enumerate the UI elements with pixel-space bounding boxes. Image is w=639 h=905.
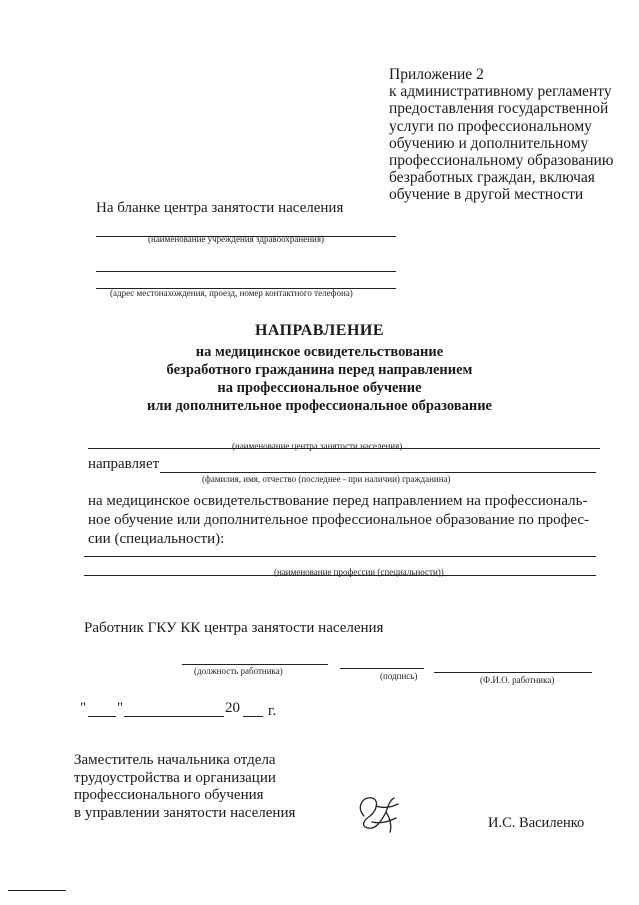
year-line xyxy=(243,716,263,717)
appendix-line: Приложение 2 xyxy=(389,66,484,83)
footnote-separator xyxy=(8,890,66,891)
appendix-block xyxy=(389,66,613,204)
appendix-line: предоставления государственной xyxy=(389,100,609,118)
caption-institution: (наименование учреждения здравоохранения) xyxy=(148,234,324,244)
day-line xyxy=(88,716,116,717)
citizen-name-line xyxy=(160,472,596,473)
blank-note: На бланке центра занятости населения xyxy=(96,200,344,216)
signatory-title-line: профессионального обучения xyxy=(74,787,264,803)
appendix-line: обучению и дополнительному xyxy=(389,134,589,152)
year-suffix: г. xyxy=(268,703,277,719)
title-line: на профессиональное обучение xyxy=(217,380,422,396)
year-prefix: 20 xyxy=(225,700,240,716)
appendix-line: обучение в другой местности xyxy=(389,186,584,204)
caption-address: (адрес местонахождения, проезд, номер контактного телефона) xyxy=(110,288,353,298)
appendix-line: к административному регламенту xyxy=(389,83,612,101)
position-line xyxy=(182,664,328,665)
month-line xyxy=(124,716,224,717)
title-line: безработного гражданина перед направлением xyxy=(166,362,473,378)
caption-signature: (подпись) xyxy=(380,671,418,681)
signatory-title-line: в управлении занятости населения xyxy=(74,804,296,821)
title-main: НАПРАВЛЕНИЕ xyxy=(254,322,385,339)
appendix-line: услуги по профессиональному xyxy=(389,117,592,135)
signatory-title xyxy=(74,752,295,822)
caption-position: (должность работника) xyxy=(194,666,283,676)
caption-name: (Ф.И.О. работника) xyxy=(480,675,555,685)
caption-profession: (наименование профессии (специальности)) xyxy=(274,567,444,577)
title-line: на медицинское освидетельствование xyxy=(195,344,444,360)
title-line: или дополнительное профессиональное образование xyxy=(147,398,492,414)
address-line-1 xyxy=(96,271,396,272)
paragraph-line: ное обучение или дополнительное профессиональное образование по профес- xyxy=(88,512,590,528)
caption-citizen: (фамилия, имя, отчество (последнее - при наличии) гражданина) xyxy=(202,474,451,484)
date-close-quote: " xyxy=(117,700,124,716)
worker-name-line xyxy=(434,672,592,673)
handwritten-signature xyxy=(350,786,410,838)
appendix-line: безработных граждан, включая xyxy=(389,169,595,187)
signature-line xyxy=(340,668,424,669)
caption-center: (наименование центра занятости населения) xyxy=(232,441,403,451)
directs-label: направляет xyxy=(88,456,160,472)
appendix-line: профессиональному образованию xyxy=(389,152,614,170)
worker-label: Работник ГКУ КК центра занятости населения xyxy=(84,620,384,636)
profession-line-1 xyxy=(84,556,596,557)
signatory-name: И.С. Василенко xyxy=(488,815,585,831)
signatory-title-line: трудоустройства и организации xyxy=(74,769,276,786)
paragraph-line: на медицинское освидетельствование перед направлением на профессиональ- xyxy=(88,493,588,509)
date-open-quote: " xyxy=(80,700,87,716)
signatory-title-line: Заместитель начальника отдела xyxy=(74,752,276,768)
paragraph-line: сии (специальности): xyxy=(88,531,225,547)
